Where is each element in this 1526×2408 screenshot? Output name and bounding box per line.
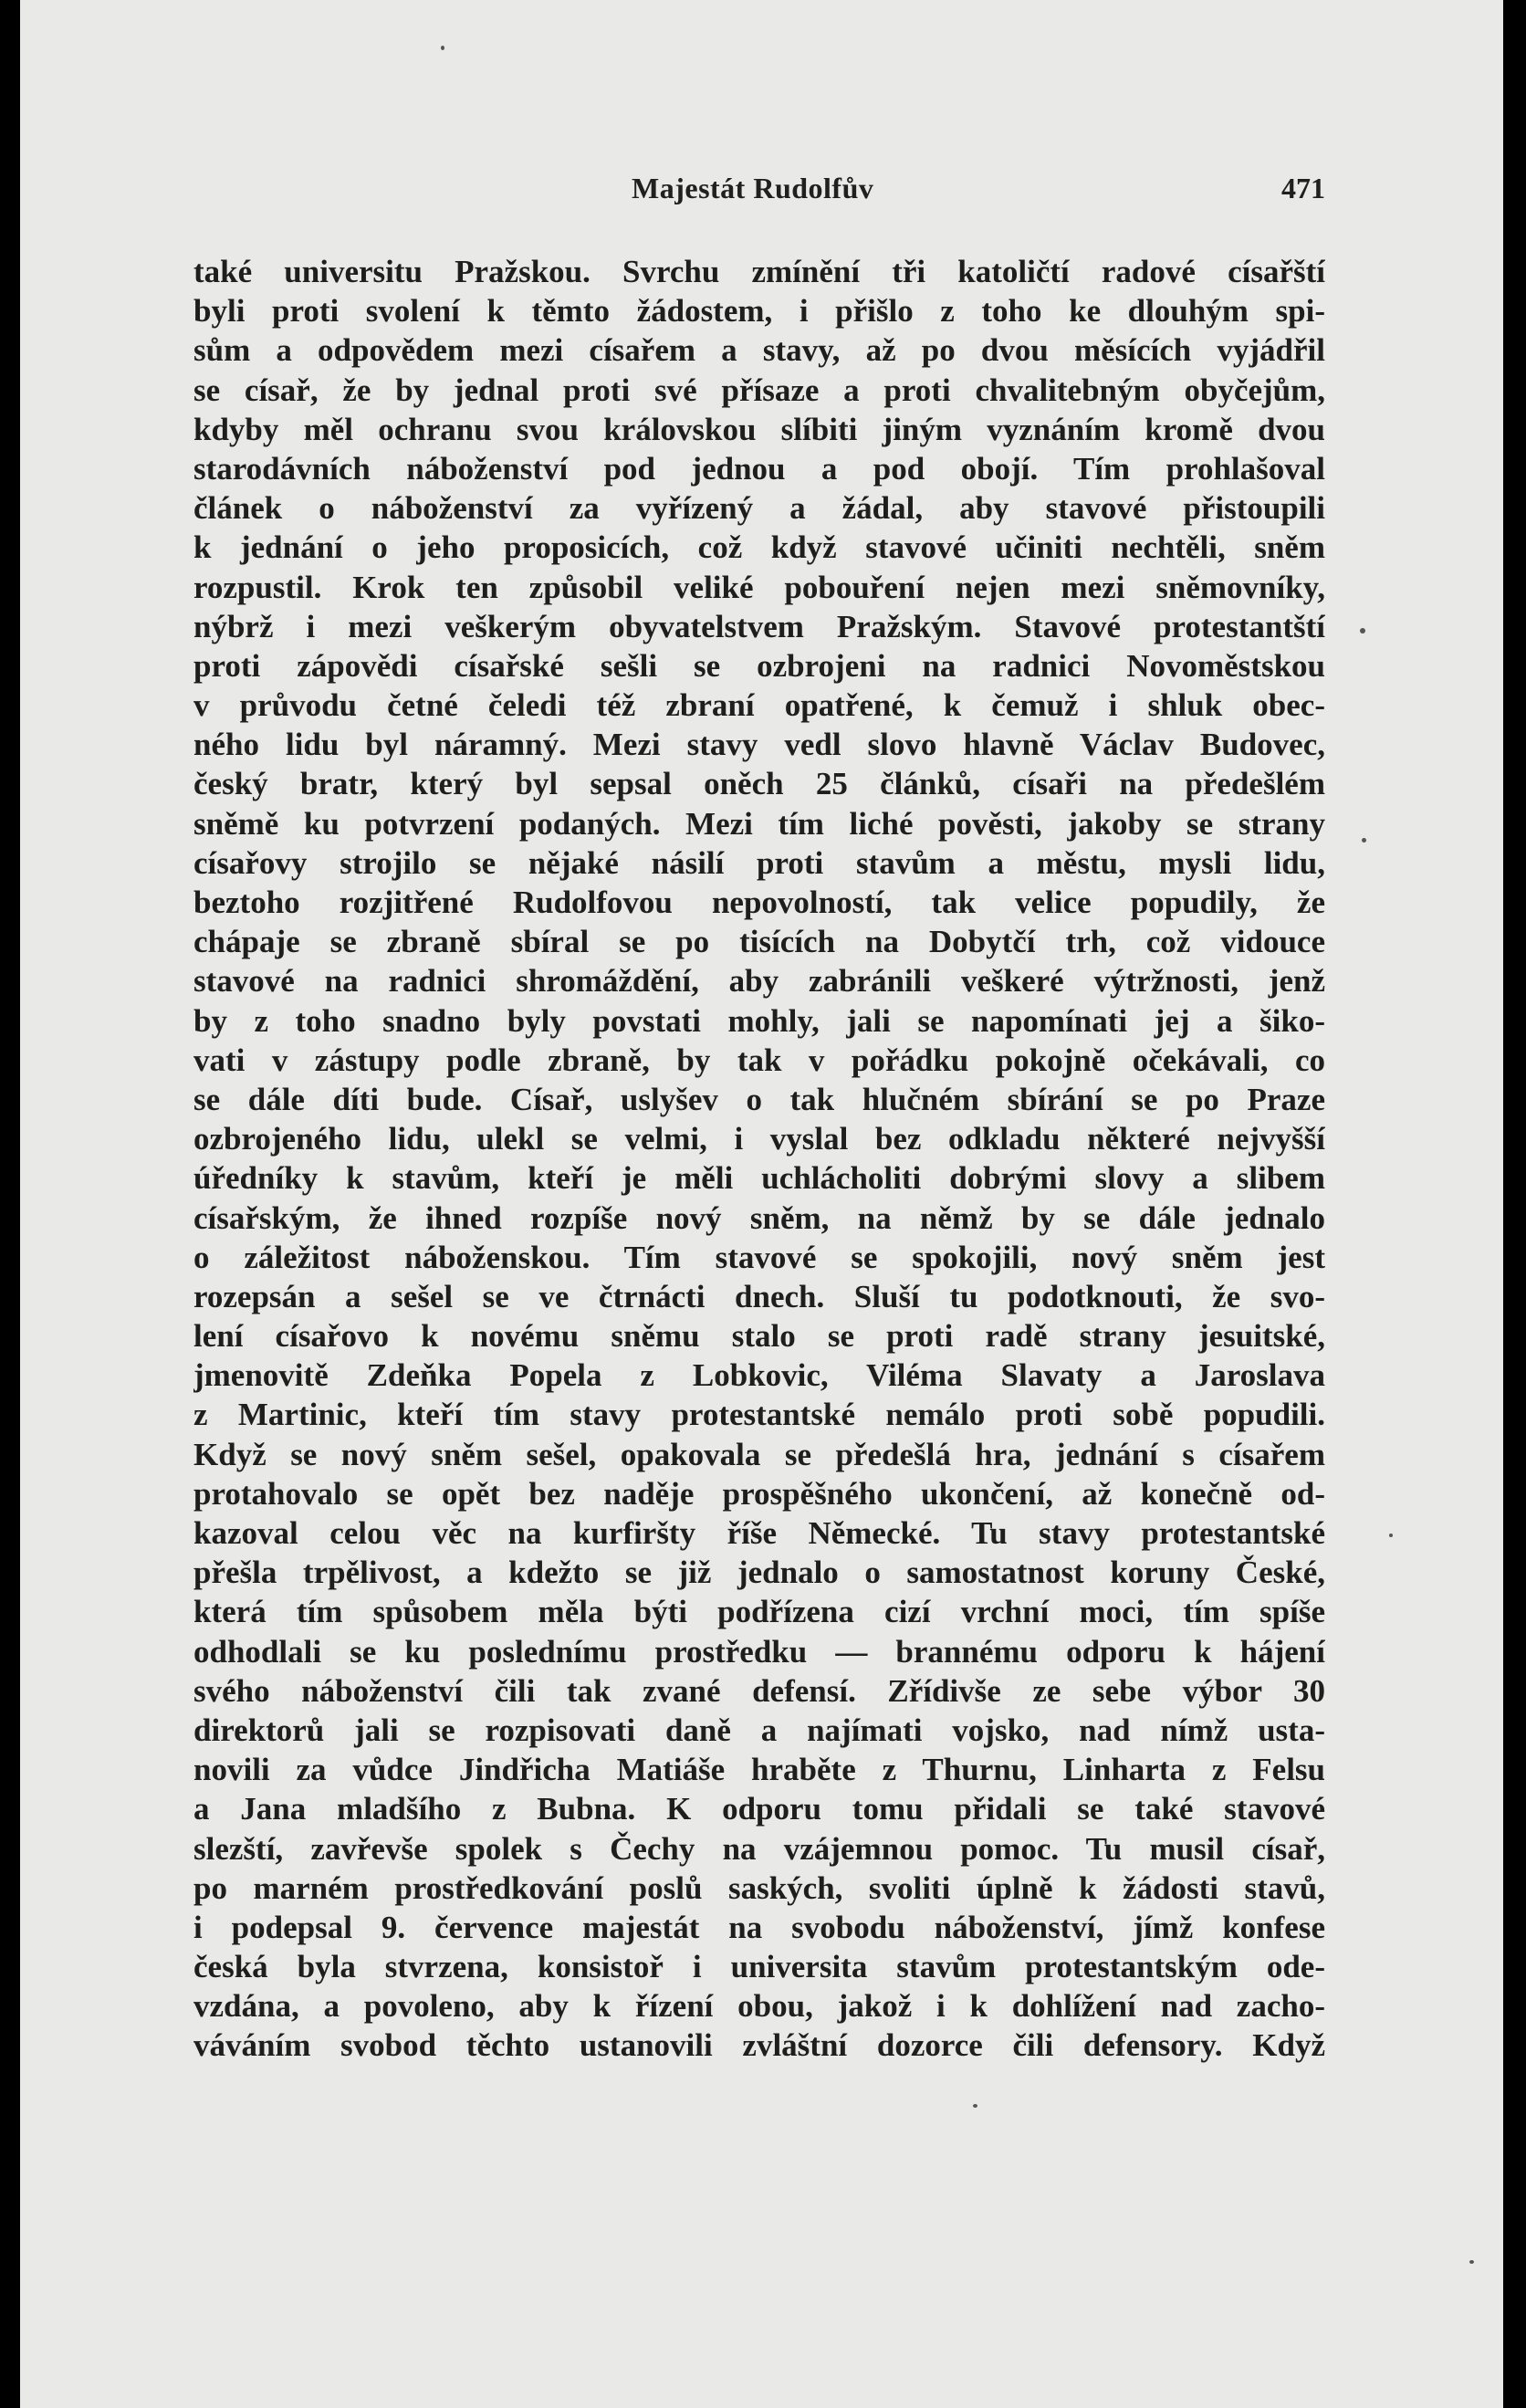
- text-line: rozpustil. Krok ten způsobil veliké pobouření nejen mezi sněmovníky,: [193, 569, 1325, 605]
- text-line: novili za vůdce Jindřicha Matiáše hraběte z Thurnu, Linharta z Felsu: [193, 1752, 1325, 1788]
- scan-speck: [1362, 838, 1366, 843]
- text-line: kazoval celou věc na kurfiršty říše Německé. Tu stavy protestantské: [193, 1515, 1325, 1551]
- text-line: nýbrž i mezi veškerým obyvatelstvem Pražským. Stavové protestantští: [193, 608, 1325, 644]
- text-line: lení císařovo k novému sněmu stalo se proti radě strany jesuitské,: [193, 1318, 1325, 1355]
- text-line: protahovalo se opět bez naděje prospěšného ukončení, až konečně od-: [193, 1475, 1325, 1512]
- text-line: k jednání o jeho proposicích, což když stavové učiniti nechtěli, sněm: [193, 529, 1325, 566]
- body-text: [193, 252, 1325, 2066]
- text-line: úředníky k stavům, kteří je měli uchlácholiti dobrými slovy a slibem: [193, 1160, 1325, 1197]
- text-line: také universitu Pražskou. Svrchu zmínění tři katoličtí radové císařští: [193, 254, 1325, 289]
- text-line: odhodlali se ku poslednímu prostředku — brannému odporu k hájení: [193, 1633, 1325, 1670]
- text-line: chápaje se zbraně sbíral se po tisících na Dobytčí trh, což vidouce: [193, 924, 1325, 960]
- text-line: císařským, že ihned rozpíše nový sněm, na němž by se dále jednalo: [193, 1199, 1325, 1236]
- scan-speck: [1469, 2260, 1474, 2264]
- text-line: v průvodu četné čeledi též zbraní opatřené, k čemuž i shluk obec-: [193, 687, 1325, 724]
- text-line: článek o náboženství za vyřízený a žádal, aby stavové přistoupili: [193, 490, 1325, 527]
- scan-speck: [973, 2104, 977, 2108]
- text-line: o záležitost náboženskou. Tím stavové se spokojili, nový sněm jest: [193, 1239, 1325, 1275]
- text-line: direktorů jali se rozpisovati daně a najímati vojsko, nad nímž usta-: [193, 1712, 1325, 1748]
- text-line: přešla trpělivost, a kdežto se již jednalo o samostatnost koruny České,: [193, 1555, 1325, 1591]
- text-line: beztoho rozjitřené Rudolfovou nepovolností, tak velice popudily, že: [193, 885, 1325, 920]
- page-header: [632, 172, 1325, 212]
- text-line: i podepsal 9. července majestát na svobodu náboženství, jímž konfese: [193, 1909, 1325, 1945]
- text-line: česká byla stvrzena, konsistoř i universita stavům protestantským ode-: [193, 1949, 1325, 1985]
- text-line: císařovy strojilo se nějaké násilí proti stavům a městu, mysli lidu,: [193, 844, 1325, 881]
- text-line: proti zápovědi císařské sešli se ozbrojeni na radnici Novoměstskou: [193, 647, 1325, 684]
- text-line: český bratr, který byl sepsal oněch 25 článků, císaři na předešlém: [193, 766, 1325, 802]
- text-line: z Martinic, kteří tím stavy protestantské nemálo proti sobě popudili.: [193, 1397, 1325, 1433]
- running-head: Majestát Rudolfův: [632, 172, 874, 204]
- text-line: se dále díti bude. Císař, uslyšev o tak hlučném sbírání se po Praze: [193, 1081, 1325, 1117]
- text-line: váváním svobod těchto ustanovili zvláštní dozorce čili defensory. Když: [193, 2027, 1325, 2064]
- page-number: 471: [1281, 172, 1325, 204]
- text-line: svého náboženství čili tak zvané defensí. Zřídivše ze sebe výbor 30: [193, 1672, 1325, 1709]
- scan-speck: [441, 46, 444, 50]
- text-line: se císař, že by jednal proti své přísaze a proti chvalitebným obyčejům,: [193, 372, 1325, 408]
- text-line: vzdána, a povoleno, aby k řízení obou, jakož i k dohlížení nad zacho-: [193, 1988, 1325, 2025]
- book-page: [20, 0, 1503, 2408]
- text-line: kdyby měl ochranu svou královskou slíbiti jiným vyznáním kromě dvou: [193, 411, 1325, 447]
- text-line: slezští, zavřevše spolek s Čechy na vzájemnou pomoc. Tu musil císař,: [193, 1830, 1325, 1867]
- text-line: jmenovitě Zdeňka Popela z Lobkovic, Viléma Slavaty a Jaroslava: [193, 1357, 1325, 1394]
- scan-speck: [1360, 628, 1365, 633]
- text-line: sněmě ku potvrzení podaných. Mezi tím liché pověsti, jakoby se strany: [193, 805, 1325, 842]
- text-line: starodávních náboženství pod jednou a pod obojí. Tím prohlašoval: [193, 450, 1325, 487]
- text-line: která tím spůsobem měla býti podřízena cizí vrchní moci, tím spíše: [193, 1594, 1325, 1630]
- scan-speck: [1389, 1534, 1393, 1537]
- text-line: ozbrojeného lidu, ulekl se velmi, i vyslal bez odkladu některé nejvyšší: [193, 1121, 1325, 1157]
- text-line: po marném prostředkování poslů saských, svoliti úplně k žádosti stavů,: [193, 1869, 1325, 1906]
- text-line: a Jana mladšího z Bubna. K odporu tomu přidali se také stavové: [193, 1791, 1325, 1827]
- text-line: sům a odpovědem mezi císařem a stavy, až po dvou měsících vyjádřil: [193, 332, 1325, 369]
- text-line: by z toho snadno byly povstati mohly, jali se napomínati jej a šiko-: [193, 1002, 1325, 1039]
- text-line: vati v zástupy podle zbraně, by tak v pořádku pokojně očekávali, co: [193, 1042, 1325, 1078]
- text-line: ného lidu byl náramný. Mezi stavy vedl slovo hlavně Václav Budovec,: [193, 727, 1325, 763]
- text-line: Když se nový sněm sešel, opakovala se předešlá hra, jednání s císařem: [193, 1436, 1325, 1472]
- text-line: stavové na radnici shromáždění, aby zabránili veškeré výtržnosti, jenž: [193, 963, 1325, 1000]
- text-line: rozepsán a sešel se ve čtrnácti dnech. Sluší tu podotknouti, že svo-: [193, 1278, 1325, 1314]
- text-line: byli proti svolení k těmto žádostem, i přišlo z toho ke dlouhým spi-: [193, 293, 1325, 330]
